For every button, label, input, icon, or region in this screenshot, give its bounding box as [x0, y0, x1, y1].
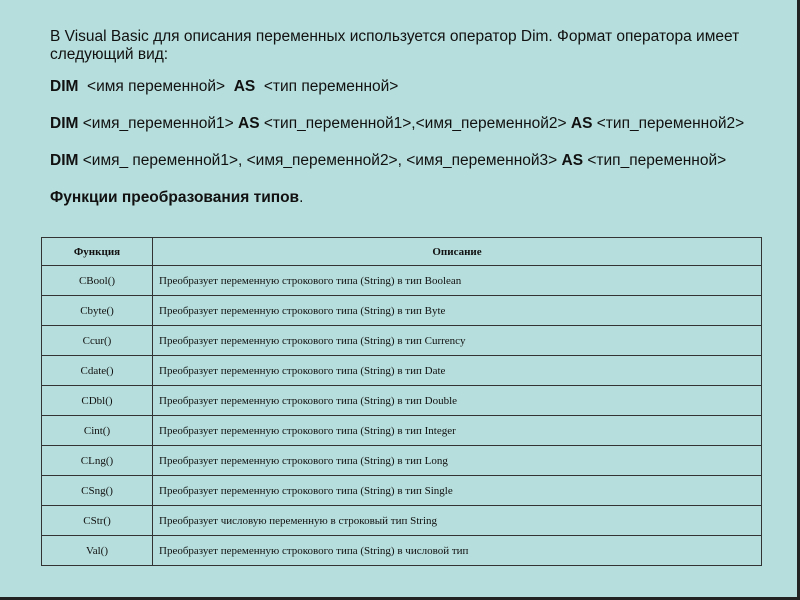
table-row: [42, 536, 762, 566]
description-cell: Преобразует переменную строкового типа (String) в тип Date: [153, 356, 762, 386]
table-row: [42, 386, 762, 416]
as-keyword: AS: [561, 152, 584, 169]
table-header-row: [42, 238, 762, 266]
description-cell: Преобразует переменную строкового типа (String) в тип Byte: [153, 296, 762, 326]
as-keyword: AS: [570, 115, 593, 132]
table-row: [42, 356, 762, 386]
function-cell: Ccur(): [42, 326, 153, 356]
intro-paragraph: В Visual Basic для описания переменных используется оператор Dim. Формат оператора имеет следующий вид:: [50, 28, 740, 63]
description-cell: Преобразует переменную строкового типа (String) в тип Boolean: [153, 266, 762, 296]
description-cell: Преобразует переменную строкового типа (String) в тип Double: [153, 386, 762, 416]
column-header-function: Функция: [42, 238, 153, 266]
syntax-part: <тип_переменной1>,<имя_переменной2>: [259, 115, 571, 132]
function-cell: CDbl(): [42, 386, 153, 416]
syntax-part: <тип переменной>: [255, 78, 399, 95]
function-cell: Cdate(): [42, 356, 153, 386]
table-row: [42, 476, 762, 506]
table-row: [42, 416, 762, 446]
syntax-part: <имя_ переменной1>, <имя_переменной2>, <имя_переменной3>: [78, 152, 562, 169]
function-cell: CLng(): [42, 446, 153, 476]
table-row: [42, 506, 762, 536]
description-cell: Преобразует числовую переменную в строковый тип String: [153, 506, 762, 536]
column-header-description: Описание: [153, 238, 762, 266]
description-cell: Преобразует переменную строкового типа (String) в тип Integer: [153, 416, 762, 446]
section-heading: [50, 189, 770, 207]
section-heading-suffix: .: [299, 189, 304, 206]
function-cell: CSng(): [42, 476, 153, 506]
dim-keyword: DIM: [50, 115, 79, 132]
description-cell: Преобразует переменную строкового типа (String) в тип Currency: [153, 326, 762, 356]
syntax-line-3: [50, 152, 770, 170]
function-cell: CBool(): [42, 266, 153, 296]
function-cell: Cint(): [42, 416, 153, 446]
syntax-line-1: [50, 78, 770, 96]
dim-keyword: DIM: [50, 78, 79, 95]
table-row: [42, 296, 762, 326]
table-row: [42, 266, 762, 296]
function-cell: Cbyte(): [42, 296, 153, 326]
syntax-part: <тип_переменной>: [583, 152, 727, 169]
section-heading-text: Функции преобразования типов: [50, 189, 300, 206]
text-block: [50, 28, 770, 207]
as-keyword: AS: [238, 115, 260, 132]
table-row: [42, 446, 762, 476]
as-keyword: AS: [233, 78, 256, 95]
dim-keyword: DIM: [50, 152, 79, 169]
table-row: [42, 326, 762, 356]
description-cell: Преобразует переменную строкового типа (String) в тип Long: [153, 446, 762, 476]
function-cell: Val(): [42, 536, 153, 566]
syntax-part: <имя переменной>: [78, 78, 234, 95]
function-cell: CStr(): [42, 506, 153, 536]
syntax-part: <имя_переменной1>: [78, 115, 239, 132]
description-cell: Преобразует переменную строкового типа (String) в тип Single: [153, 476, 762, 506]
description-cell: Преобразует переменную строкового типа (String) в числовой тип: [153, 536, 762, 566]
conversion-functions-table: [41, 237, 762, 566]
syntax-line-2: [50, 115, 770, 133]
syntax-part: <тип_переменной2>: [592, 115, 745, 132]
